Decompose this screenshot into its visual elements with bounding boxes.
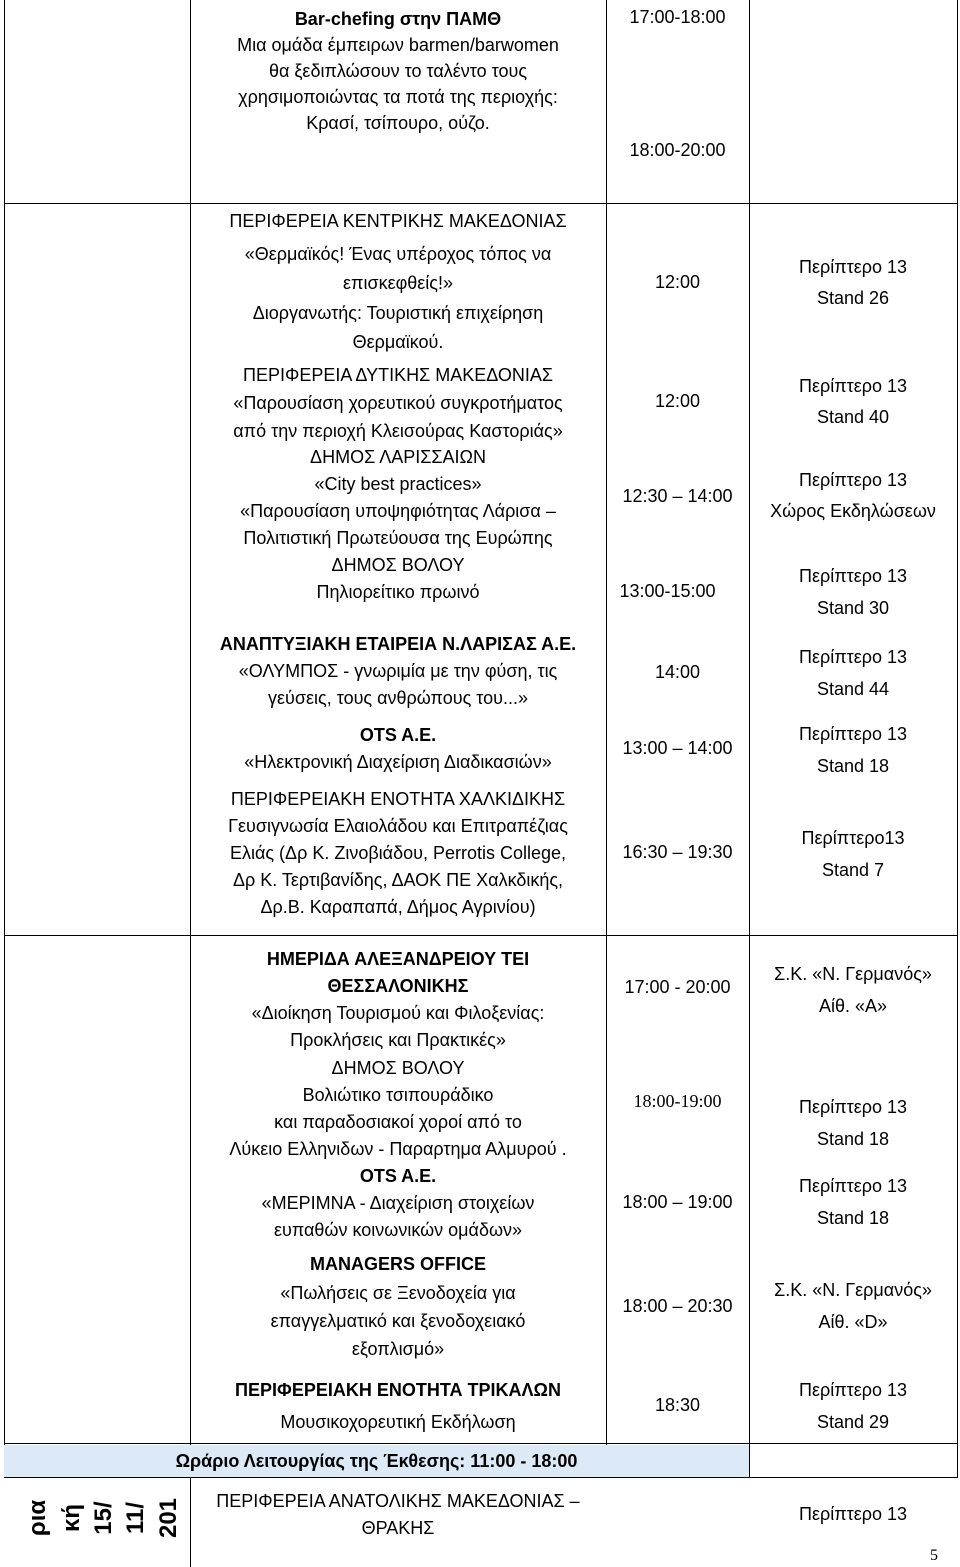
time-value: 16:30 – 19:30 [622,842,733,862]
event-line: «Πωλήσεις σε Ξενοδοχεία για [280,1283,516,1303]
event-title: OTS A.E. [359,725,437,745]
event-cell [190,1055,606,1163]
date-label: 11/ [122,1501,149,1535]
event-title: ΠΕΡΙΦΕΡΕΙΑΚΗ ΕΝΟΤΗΤΑ ΧΑΛΚΙΔΙΚΗΣ [230,789,566,809]
place-line: Περίπτερο 13 [798,647,908,667]
place-line: Σ.Κ. «Ν. Γερμανός» [774,964,932,984]
time-cell [606,735,749,761]
time-value: 17:00 - 20:00 [624,977,731,997]
time-cell [606,269,749,295]
event-line: ευπαθών κοινωνικών ομάδων» [273,1220,523,1240]
time-value: 12:30 – 14:00 [622,486,733,506]
place-cell [749,1170,957,1234]
event-line: «ΜΕΡΙΜΝΑ - Διαχείριση στοιχείων [261,1193,535,1213]
event-line: Ελιάς (Δρ Κ. Ζινοβιάδου, Perrotis College, [229,843,567,863]
time-cell [586,578,749,604]
place-line: Stand 26 [816,288,890,308]
place-cell [749,560,957,624]
event-cell [190,786,606,921]
event-line: θα ξεδιπλώσουν το ταλέντο τους [268,61,528,81]
place-line: Περίπτερο 13 [798,566,908,586]
event-line: επισκεφθείς!» [343,273,453,293]
time-value: 13:00-15:00 [619,581,716,601]
event-title: OTS A.E. [359,1166,437,1186]
place-line: Stand 18 [816,1129,890,1149]
time-cell [606,388,749,414]
event-title: ΗΜΕΡΙΔΑ ΑΛΕΞΑΝΔΡΕΙΟΥ ΤΕΙ [266,949,530,969]
event-title: ΑΝΑΠΤΥΞΙΑΚΗ ΕΤΑΙΡΕΙΑ Ν.ΛΑΡΙΣΑΣ Α.Ε. [219,634,577,654]
place-cell [749,1091,957,1155]
event-line: «ΟΛΥΜΠΟΣ - γνωριμία με την φύση, τις [238,661,558,681]
time-cell [606,974,749,1000]
table-border-left [4,0,5,1478]
event-line: «Θερμαϊκός! Ένας υπέροχος τόπος να [244,244,552,264]
place-line: Περίπτερο 13 [798,257,908,277]
event-cell [190,1163,606,1244]
place-cell [749,1374,957,1438]
row-divider [4,935,958,936]
place-line: Περίπτερο 13 [798,1504,908,1524]
opening-hours-text: Ωράριο Λειτουργίας της Έκθεσης: 11:00 - 18:00 [175,1450,578,1471]
row-divider [4,203,958,204]
place-line: Περίπτερο 13 [798,470,908,490]
place-line: Stand 44 [816,679,890,699]
event-cell [190,208,606,356]
place-cell [749,641,957,705]
time-cell [606,839,749,865]
place-line: Stand 30 [816,598,890,618]
event-title: Bar-chefing στην ΠΑΜΘ [294,9,502,29]
date-label: ρια [24,1499,51,1537]
event-title: MANAGERS OFFICE [309,1254,486,1274]
event-cell [190,6,606,136]
time-value: 17:00-18:00 [629,7,726,27]
event-line: Κρασί, τσίπουρο, ούζο. [306,113,490,133]
place-line: Περίπτερο 13 [798,1380,908,1400]
time-cell [606,4,749,30]
date-label: 201 [155,1497,182,1539]
event-line: Δρ.Β. Καραπαπά, Δήμος Αγρινίου) [260,897,536,917]
event-line: Λύκειο Ελληνιδων - Παραρτημα Αλμυρού . [229,1139,567,1159]
date-label: 15/ [90,1501,117,1535]
event-cell [190,631,606,712]
place-cell [749,371,957,433]
time-value: 13:00 – 14:00 [622,738,733,758]
column-divider-time [606,0,607,1445]
time-cell [606,1293,749,1319]
event-line: «Ηλεκτρονική Διαχείριση Διαδικασιών» [244,752,552,772]
opening-hours-banner [4,1445,749,1477]
event-title: ΠΕΡΙΦΕΡΕΙΑ ΑΝΑΤΟΛΙΚΗΣ ΜΑΚΕΔΟΝΙΑΣ – [216,1491,580,1511]
place-line: Περίπτερο 13 [798,724,908,744]
place-line: Περίπτερο 13 [798,1097,908,1117]
event-cell [190,1375,606,1439]
place-cell [749,252,957,314]
event-title: ΔΗΜΟΣ ΒΟΛΟΥ [331,555,465,575]
place-cell [749,718,957,782]
event-line: «Παρουσίαση υποψηφιότητας Λάρισα – [240,501,556,521]
place-line: Περίπτερο 13 [798,376,908,396]
time-value: 18:00 – 19:00 [622,1192,733,1212]
place-cell [749,822,957,886]
place-line: Stand 18 [816,756,890,776]
event-line: Βολιώτικο τσιπουράδικο [302,1085,494,1105]
time-value: 18:00-20:00 [629,140,726,160]
time-cell [606,483,749,509]
event-line: εξοπλισμό» [351,1339,445,1359]
place-line: Περίπτερο13 [801,828,905,848]
event-title: ΠΕΡΙΦΕΡΕΙΑΚΗ ΕΝΟΤΗΤΑ ΤΡΙΚΑΛΩΝ [235,1380,561,1400]
event-cell [190,1488,606,1542]
event-line: Διοργανωτής: Τουριστική επιχείρηση [252,303,544,323]
event-line: γεύσεις, τους ανθρώπους του...» [268,688,528,708]
place-cell [749,958,957,1022]
place-line: Αίθ. «Α» [818,996,888,1016]
event-line: Μουσικοχορευτική Εκδήλωση [280,1412,516,1432]
event-cell [190,361,606,445]
place-line: Αίθ. «D» [818,1312,888,1332]
event-line: επαγγελματικό και ξενοδοχειακό [270,1311,526,1331]
event-line: Προκλήσεις και Πρακτικές» [290,1030,506,1050]
place-cell [749,465,957,527]
time-cell [606,1392,749,1418]
event-line: «City best practices» [314,474,482,494]
time-cell [606,659,749,685]
place-cell [749,1274,957,1338]
page-number: 5 [930,1547,938,1564]
event-title: ΘΡΑΚΗΣ [361,1518,435,1538]
event-line: «Παρουσίαση χορευτικού συγκροτήματος [233,393,563,413]
place-line: Stand 29 [816,1412,890,1432]
place-line: Περίπτερο 13 [798,1176,908,1196]
event-line: από την περιοχή Κλεισούρας Καστοριάς» [233,421,563,441]
row-divider [4,1477,958,1478]
event-title: ΘΕΣΣΑΛΟΝΙΚΗΣ [327,976,469,996]
place-line: Χώρος Εκδηλώσεων [770,501,936,521]
event-line: χρησιμοποιώντας τα ποτά της περιοχής: [238,87,558,107]
time-cell [606,1088,749,1114]
event-title: ΠΕΡΙΦΕΡΕΙΑ ΚΕΝΤΡΙΚΗΣ ΜΑΚΕΔΟΝΙΑΣ [229,211,567,231]
time-value: 18:00-19:00 [633,1091,722,1111]
event-line: «Διοίκηση Τουρισμού και Φιλοξενίας: [251,1003,545,1023]
row-divider [4,1443,958,1444]
event-cell [190,552,606,606]
place-line: Stand 40 [816,407,890,427]
event-title: ΔΗΜΟΣ ΒΟΛΟΥ [331,1058,465,1078]
event-title: ΠΕΡΙΦΕΡΕΙΑ ΔΥΤΙΚΗΣ ΜΑΚΕΔΟΝΙΑΣ [242,365,554,385]
event-line: Πολιτιστική Πρωτεύουσα της Ευρώπης [243,528,553,548]
event-line: και παραδοσιακοί χοροί από το [274,1112,522,1132]
place-line: Stand 18 [816,1208,890,1228]
time-value: 18:00 – 20:30 [622,1296,733,1316]
event-line: Μια ομάδα έμπειρων barmen/barwomen [237,35,559,55]
time-value: 14:00 [654,662,701,682]
table-border-right [957,0,958,1478]
event-line: Πηλιορείτικο πρωινό [316,582,480,602]
time-cell [606,1189,749,1215]
event-cell [190,444,606,552]
event-cell [190,1249,606,1363]
place-cell [749,1501,957,1527]
time-value: 18:30 [654,1395,701,1415]
time-value: 12:00 [654,272,701,292]
event-title: ΔΗΜΟΣ ΛΑΡΙΣΣΑΙΩΝ [310,447,486,467]
event-line: Δρ Κ. Τερτιβανίδης, ΔΑΟΚ ΠΕ Χαλκδικής, [232,870,564,890]
event-cell [190,946,606,1054]
place-line: Stand 7 [821,860,885,880]
time-cell [606,137,749,163]
event-line: Θερμαϊκού. [352,332,444,352]
time-value: 12:00 [654,391,701,411]
place-line: Σ.Κ. «Ν. Γερμανός» [774,1280,932,1300]
event-line: Γευσιγνωσία Ελαιολάδου και Επιτραπέζιας [228,816,568,836]
event-cell [190,722,606,776]
date-label: κή [58,1503,85,1533]
